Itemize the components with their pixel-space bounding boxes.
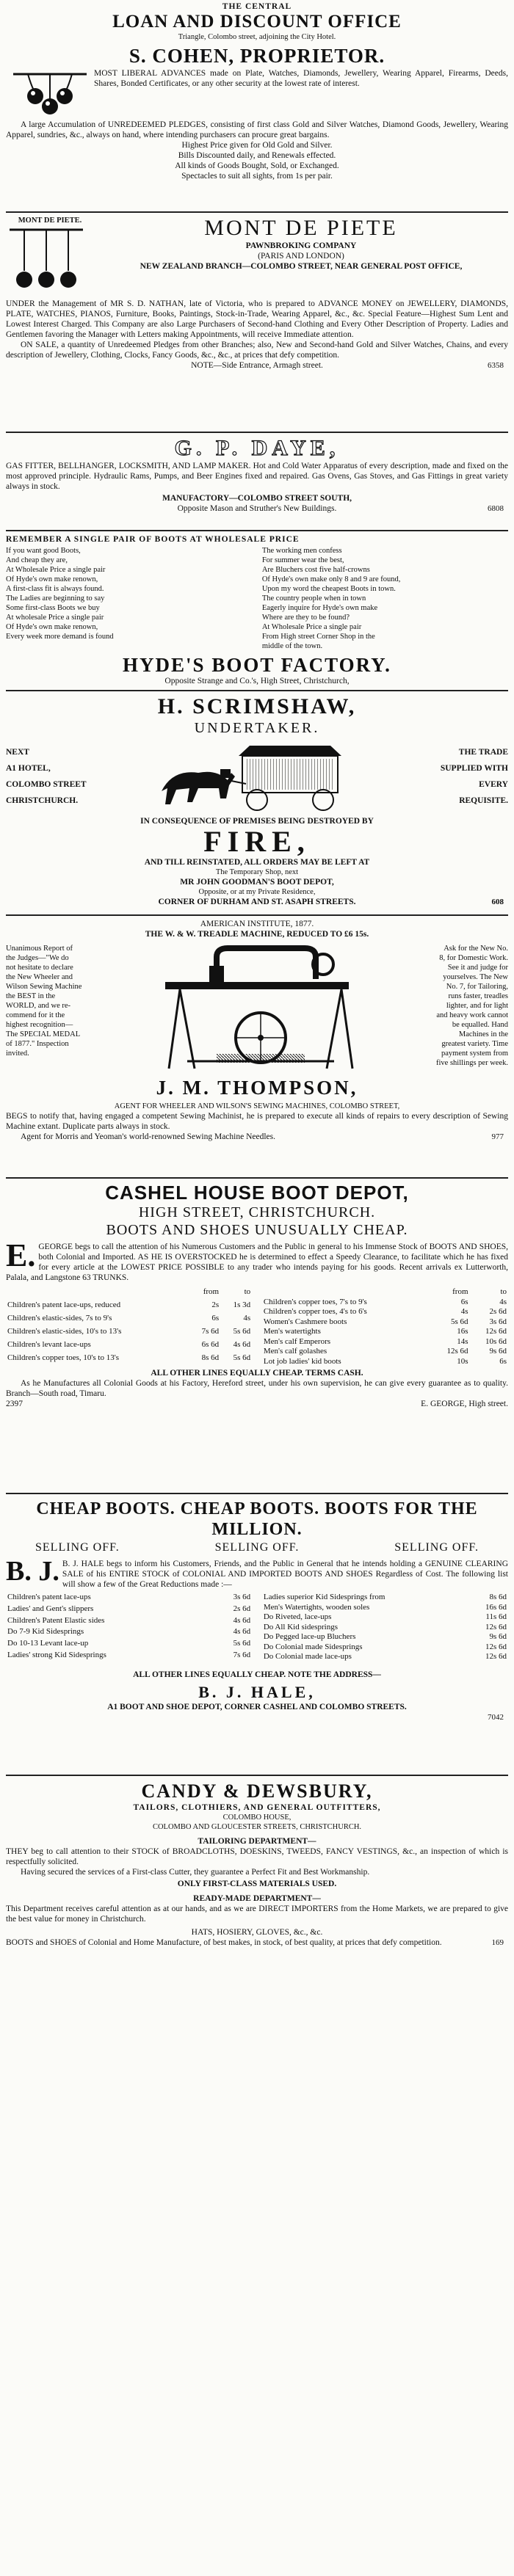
- ad9-p4: BOOTS and SHOES of Colonial and Home Manufacture, of best makes, in stock, of best quality, at prices that defy competition.: [6, 1938, 442, 1947]
- ad1-pre: THE CENTRAL: [222, 2, 292, 11]
- table-row: Lot job ladies' kid boots 10s 6s: [263, 1356, 507, 1366]
- ad2-side: MONT DE PIETE.: [18, 217, 82, 225]
- ad1-l1: Highest Price given for Old Gold and Silver.: [181, 141, 333, 150]
- ad4-left-verse: If you want good Boots, And cheap they are, At Wholesale Price a single pair Of Hyde's own make renown, A first-class fit is always found. The Ladies are beginning to say Some first-class Boots we buy At wholesale Price a single pair Of Hyde's own make renown, Every week more demand is found: [6, 547, 114, 641]
- ad3-number: 6808: [488, 504, 504, 513]
- ad2-body: UNDER the Management of MR S. D. NATHAN, late of Victoria, who is prepared to ADVANCE MONEY on JEWELLERY, DIAMONDS, PLATE, WATCHES, PIANOS, Furniture, Books, Paintings, Stock-in-Trade, Wearing Apparel, &c., &c. Special Feature—Highest Sum Lent and Lowest Interest Charged. This Company are also Large Purchasers of Second-hand Clothing and Every Other Description of Property. Ladies and Gentlemen favoring the Manager with Letters making Appointments, will receive Immediate attention.: [6, 299, 508, 339]
- ad4-title: HYDE'S BOOT FACTORY.: [123, 654, 391, 676]
- daye-gas-fitter-ad: [6, 436, 508, 527]
- ad9-house: COLOMBO HOUSE,: [222, 1813, 292, 1822]
- ad5-title: H. SCRIMSHAW,: [157, 694, 357, 718]
- ad9-p4-wrap: [6, 1938, 508, 1948]
- table-row: Children's patent lace-ups, reduced 2s 1s 3d: [7, 1300, 251, 1309]
- ad1-l4: Spectacles to suit all sights, from 1s per pair.: [181, 172, 333, 181]
- ad5-fire2: AND TILL REINSTATED, ALL ORDERS MAY BE LEFT AT: [144, 858, 370, 867]
- ad6-agent: AGENT FOR WHEELER AND WILSON'S SEWING MACHINES, COLOMBO STREET,: [114, 1102, 400, 1110]
- ad9-sub: TAILORS, CLOTHIERS, AND GENERAL OUTFITTERS,: [133, 1803, 381, 1812]
- table-row: Do 10-13 Levant lace-up 5s 6d: [7, 1639, 251, 1648]
- table-row: Do Colonial made Sidesprings 12s 6d: [263, 1642, 507, 1651]
- mont-de-piete-ad: [6, 216, 508, 429]
- divider: [6, 1493, 508, 1494]
- hearse-illustration: [147, 740, 367, 813]
- ad6-left: Unanimous Report of the Judges—"We do not hesitate to declare the New Wheeler and Wilson Sewing Machine the BEST in the WORLD, and we re- commend for it the highest recognition— The SPECIAL MEDAL of 1877." Inspection invited.: [6, 945, 82, 1058]
- ad8-all: ALL OTHER LINES EQUALLY CHEAP. NOTE THE ADDRESS—: [133, 1670, 381, 1679]
- ad7-sub2: BOOTS AND SHOES UNUSUALLY CHEAP.: [106, 1222, 408, 1238]
- table-row: Men's calf golashes 12s 6d 9s 6d: [263, 1347, 507, 1356]
- table-row: Do Colonial made lace-ups 12s 6d: [263, 1652, 507, 1661]
- ad9-tailoring: TAILORING DEPARTMENT—: [198, 1837, 316, 1846]
- ad3-manufactory: MANUFACTORY—COLOMBO STREET SOUTH,: [162, 494, 352, 503]
- ad1-address: Triangle, Colombo street, adjoining the City Hotel.: [178, 33, 336, 41]
- ad8-sell-2: SELLING OFF.: [214, 1541, 300, 1554]
- ad5-sub: UNDERTAKER.: [194, 720, 320, 736]
- ad2-branch: NEW ZEALAND BRANCH—COLOMBO STREET, NEAR GENERAL POST OFFICE,: [140, 262, 463, 271]
- ad4-right-verse: The working men confess For summer wear the best, Are Bluchers cost five half-crowns Of Hyde's own make only 8 and 9 are found, Upon my word the cheapest Boots in town. The country people when in town Eagerly inquire for Hyde's own make Where are they to be found? At Wholesale Price a single pair From High street Corner Shop in the middle of the town.: [261, 547, 401, 650]
- ad9-hats: HATS, HOSIERY, GLOVES, &c., &c.: [191, 1928, 323, 1937]
- table-row: Children's levant lace-ups 6s 6d 4s 6d: [7, 1340, 251, 1349]
- sewing-machine-illustration: [136, 944, 378, 1072]
- ad8-body: B. J. B. J. HALE begs to inform his Customers, Friends, and the Public in General that he intends holding a GENUINE CLEARING SALE of his ENTIRE STOCK of COLONIAL AND IMPORTED BOOTS AND SHOES Regardless of Cost. The following list will show a few of the Great Reductions made :—: [6, 1556, 508, 1589]
- ad1-p2: A large Accumulation of UNREDEEMED PLEDGES, consisting of first class Gold and Silver Watches, Diamond Goods, Jewellery, Wearing Apparel, sundries, &c., always on hand, where intending purchasers can procure great bargains.: [6, 120, 508, 139]
- ad5-fire1: IN CONSEQUENCE OF PREMISES BEING DESTROYED BY: [140, 817, 374, 826]
- table-row: Do All Kid sidesprings 12s 6d: [263, 1622, 507, 1631]
- table-row: Children's elastic-sides, 10's to 13's 7s 6d 5s 6d: [7, 1327, 251, 1336]
- divider: [6, 1775, 508, 1776]
- ad7-price-table-right: from to Children's copper toes, 7's to 9's 6s 4s Children's copper toes, 4's to 6's 4s 2s 6d Women's Cashmere boots 5s 6d 3s 6d Men's watertights 16s 12s 6d Men's calf Emperors 14s 10s 6d Men's calf golashes 12s 6d 9s 6d Lot job ladies' kid boots 10s 6s: [263, 1287, 507, 1366]
- divider: [6, 1177, 508, 1179]
- table-row: Children's elastic-sides, 7s to 9's 6s 4s: [7, 1314, 251, 1322]
- ad8-price-table-left: [6, 1593, 252, 1662]
- divider: [6, 914, 508, 916]
- ad2-title: MONT DE PIETE: [204, 216, 398, 240]
- ad9-p1: THEY beg to call attention to their STOCK of BROADCLOTHS, DOESKINS, TWEEDS, FANCY VESTINGS, &c., an inspection of which is respectfully solicited.: [6, 1847, 508, 1866]
- ad7-body: E. GEORGE begs to call the attention of his Numerous Customers and the Public in general to his Immense Stock of BOOTS AND SHOES, both Colonial and Imported. AS HE IS OVERSTOCKED he is determined to effect a Speedy Clearance, to facilitate which he has fixed for every article at the LOWEST PRICE POSSIBLE to any trader who intends paying for his goods. Recent arrivals ex Lutterworth, Palala, and Langstone 63 TRUNKS.: [6, 1237, 508, 1282]
- ad1-title: LOAN AND DISCOUNT OFFICE: [112, 12, 402, 32]
- ad7-signature: E. GEORGE, High street.: [421, 1400, 508, 1408]
- ad5-temp: The Temporary Shop, next: [215, 868, 299, 876]
- cashel-house-boot-depot-ad: [6, 1182, 508, 1490]
- ad1-proprietor: S. COHEN, PROPRIETOR.: [128, 45, 386, 67]
- ad6-right: Ask for the New No. 8, for Domestic Work. See it and judge for yourselves. The New No. 7, for Tailoring, runs faster, treadles lighter, and for light and heavy work cannot be equalled. Hand Machines in the greatest variety. Time payment system from five shillings per week.: [436, 945, 508, 1067]
- ad5-right: THE TRADE SUPPLIED WITH EVERY REQUISITE.: [440, 748, 508, 805]
- ad5-fire: FIRE,: [203, 825, 311, 858]
- pawnbroker-sign-icon: [6, 225, 87, 295]
- ad6-body: BEGS to notify that, having engaged a competent Sewing Machinist, he is prepared to execute all kinds of repairs to every description of Sewing Machine extant. Duplicate parts always in stock.: [6, 1112, 508, 1131]
- ad7-price-table-left: from to Children's patent lace-ups, reduced 2s 1s 3d Children's elastic-sides, 7s to 9's 6s 4s Children's elastic-sides, 10's to 13's 7s 6d 5s 6d Children's levant lace-ups 6s 6d 4s 6d Children's copper toes, 10's to 13's 8s 6d 5s 6d: [6, 1287, 252, 1367]
- ad6-title: J. M. THOMPSON,: [156, 1077, 358, 1099]
- ad2-number: 6358: [488, 361, 504, 370]
- ad6-number: 977: [491, 1132, 504, 1141]
- table-row: Children's copper toes, 10's to 13's 8s 6d 5s 6d: [7, 1353, 251, 1362]
- table-row: Women's Cashmere boots 5s 6d 3s 6d: [263, 1317, 507, 1326]
- ad8-address: A1 BOOT AND SHOE DEPOT, CORNER CASHEL AND COLOMBO STREETS.: [107, 1702, 407, 1711]
- ad5-opposite: Opposite, or at my Private Residence,: [198, 888, 316, 896]
- hale-cheap-boots-ad: [6, 1499, 508, 1770]
- ad9-address: COLOMBO AND GLOUCESTER STREETS, CHRISTCHURCH.: [152, 1823, 362, 1831]
- table-row: Do Riveted, lace-ups 11s 6d: [263, 1612, 507, 1621]
- ad2-sub2: (PARIS AND LONDON): [258, 252, 344, 261]
- ad2-note: NOTE—Side Entrance, Armagh street.: [191, 361, 323, 370]
- thompson-sewing-machine-ad: [6, 919, 508, 1174]
- candy-dewsbury-ad: [6, 1780, 508, 2023]
- ad1-l2: Bills Discounted daily, and Renewals effected.: [178, 151, 336, 160]
- table-row: Do 7-9 Kid Sidesprings 4s 6d: [7, 1627, 251, 1637]
- ad9-p3: This Department receives careful attention as at our hands, and as we are DIRECT IMPORTERS from the Home Markets, we are prepared to give the best value for money in Christchurch.: [6, 1904, 508, 1924]
- loan-office-ad: [6, 1, 508, 208]
- table-row: Children's copper toes, 7's to 9's 6s 4s: [263, 1297, 507, 1306]
- ad6-head: THE W. & W. TREADLE MACHINE, REDUCED TO £6 15s.: [145, 930, 369, 939]
- ad5-left: NEXT A1 HOTEL, COLOMBO STREET CHRISTCHURCH.: [6, 748, 87, 805]
- table-row: Children's patent lace-ups 3s 6d: [7, 1593, 251, 1601]
- ad2-sub: PAWNBROKING COMPANY: [245, 241, 357, 250]
- ad7-number: 2397: [6, 1400, 23, 1408]
- divider: [6, 530, 508, 531]
- ad5-goodman: MR JOHN GOODMAN'S BOOT DEPOT,: [180, 878, 334, 887]
- ad1-p1: MOST LIBERAL ADVANCES made on Plate, Watches, Diamonds, Jewellery, Wearing Apparel, Firearms, Deeds, Shares, Bonded Certificates, or any other security at the lowest rate of interest.: [94, 69, 508, 88]
- ad8-sell-1: SELLING OFF.: [35, 1541, 120, 1554]
- ad6-pre: AMERICAN INSTITUTE, 1877.: [200, 920, 314, 928]
- ad8-price-table-right: [262, 1593, 508, 1662]
- ad7-sub: HIGH STREET, CHRISTCHURCH.: [138, 1204, 376, 1220]
- table-row: Ladies superior Kid Sidesprings from 8s 6d: [263, 1593, 507, 1601]
- divider: [6, 211, 508, 213]
- ad7-title: CASHEL HOUSE BOOT DEPOT,: [105, 1182, 409, 1204]
- ad1-l3: All kinds of Goods Bought, Sold, or Exchanged.: [175, 161, 339, 170]
- ad9-only: ONLY FIRST-CLASS MATERIALS USED.: [177, 1880, 337, 1888]
- ad8-title: CHEAP BOOTS. CHEAP BOOTS. BOOTS FOR THE MILLION.: [36, 1499, 478, 1539]
- ad4-head: REMEMBER A SINGLE PAIR OF BOOTS AT WHOLESALE PRICE: [6, 535, 300, 544]
- table-row: Ladies' strong Kid Sidesprings 7s 6d: [7, 1650, 251, 1659]
- scrimshaw-undertaker-ad: [6, 694, 508, 912]
- divider: [6, 690, 508, 691]
- ad9-title: CANDY & DEWSBURY,: [141, 1780, 373, 1802]
- ad4-address: Opposite Strange and Co.'s, High Street, Christchurch,: [164, 677, 350, 685]
- ad3-body: GAS FITTER, BELLHANGER, LOCKSMITH, AND LAMP MAKER. Hot and Cold Water Apparatus of every description, made and fixed on the most approved principle. Hydraulic Rams, Pumps, and Beer Engines fixed and repaired. Gas Ovens, Gas Stoves, and Gas Fittings in great variety always in stock.: [6, 462, 508, 491]
- ad3-title: G. P. DAYE,: [174, 436, 340, 460]
- table-row: Children's copper toes, 4's to 6's 4s 2s 6d: [263, 1307, 507, 1316]
- table-row: Children's Patent Elastic sides 4s 6d: [7, 1615, 251, 1625]
- ad6-agent2: Agent for Morris and Yeoman's world-renowned Sewing Machine Needles.: [21, 1132, 275, 1141]
- divider: [6, 432, 508, 433]
- ad7-all: ALL OTHER LINES EQUALLY CHEAP. TERMS CASH.: [151, 1369, 363, 1378]
- ad5-number: 608: [491, 898, 504, 906]
- table-row: Do Pegged lace-up Bluchers 9s 6d: [263, 1632, 507, 1641]
- ad9-number: 169: [491, 1938, 504, 1947]
- ad8-name: B. J. HALE,: [198, 1682, 316, 1701]
- table-row: Men's watertights 16s 12s 6d: [263, 1327, 507, 1336]
- ad8-sell-3: SELLING OFF.: [394, 1541, 479, 1554]
- table-row: Men's Watertights, wooden soles 16s 6d: [263, 1602, 507, 1612]
- ad8-number: 7042: [488, 1712, 504, 1722]
- ad7-note: As he Manufactures all Colonial Goods at his Factory, Hereford street, under his own supervision, he can give every guarantee as to quality. Branch—South road, Timaru.: [6, 1379, 508, 1398]
- ad9-p2: Having secured the services of a First-class Cutter, they guarantee a Perfect Fit and Best Workmanship.: [21, 1868, 370, 1877]
- pawnbroker-balls-icon: [6, 68, 94, 120]
- ad9-ready-made: READY-MADE DEPARTMENT—: [193, 1894, 321, 1903]
- ad3-opposite: Opposite Mason and Struther's New Buildings.: [177, 504, 337, 513]
- table-row: Ladies' and Gent's slippers 2s 6d: [7, 1604, 251, 1613]
- ad2-body2: ON SALE, a quantity of Unredeemed Pledges from other Branches; also, New and Second-hand Gold and Silver Watches, Chains, and every description of Jewellery, Clothing, Clocks, Fancy Goods, &c., &c., at prices that defy competition.: [6, 341, 508, 360]
- ad5-corner: CORNER OF DURHAM AND ST. ASAPH STREETS.: [158, 898, 356, 906]
- table-row: Men's calf Emperors 14s 10s 6d: [263, 1336, 507, 1346]
- hydes-boot-factory-ad: [6, 534, 508, 687]
